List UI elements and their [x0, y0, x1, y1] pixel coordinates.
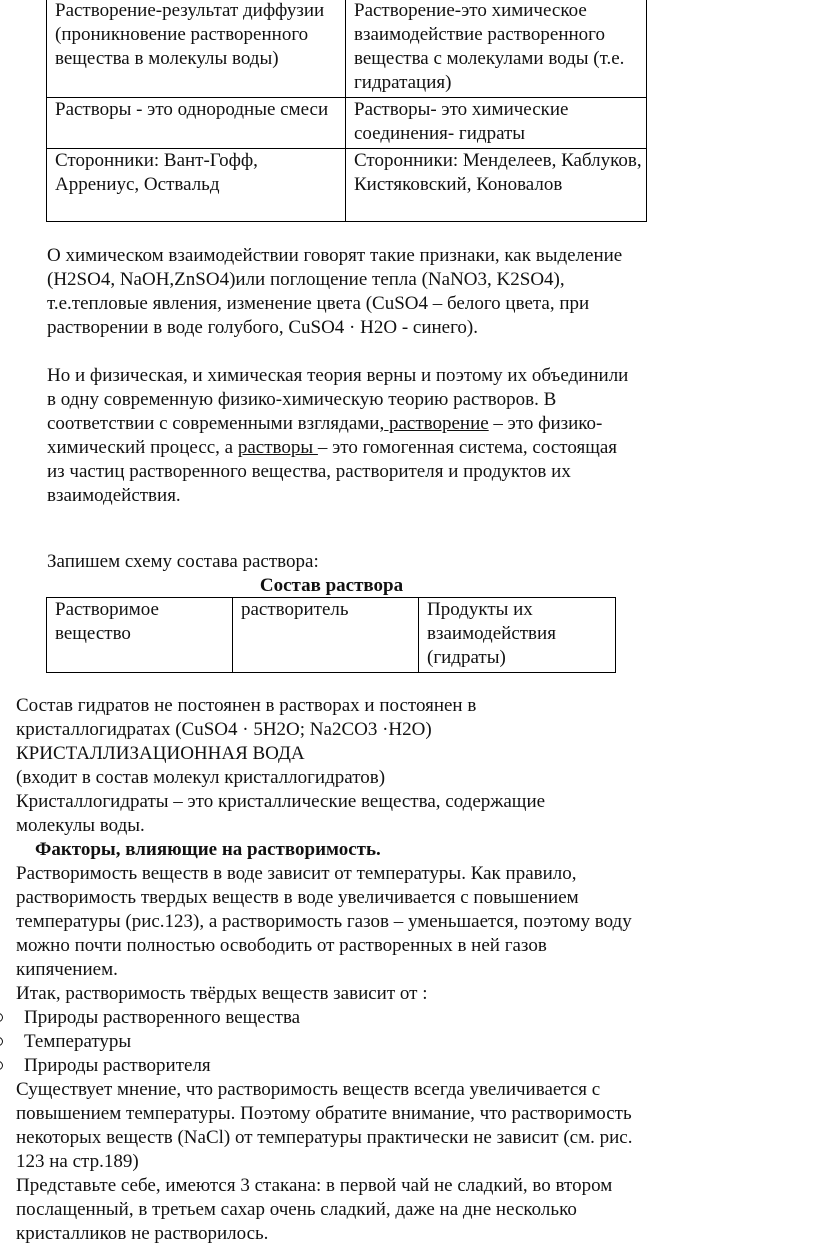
table-row	[47, 0, 647, 98]
factors-heading: Факторы, влияющие на растворимость.	[35, 839, 381, 860]
table-row	[47, 149, 647, 222]
table-cell: Растворение-результат диффузии (проникновение растворенного вещества в молекулы воды)	[47, 0, 346, 98]
term-solutions: растворы	[237, 437, 318, 458]
list-item	[0, 1006, 600, 1030]
list-item-text: Природы растворителя	[24, 1055, 211, 1076]
crystallization-water-heading: КРИСТАЛЛИЗАЦИОННАЯ ВОДА	[16, 743, 305, 764]
table-cell: Сторонники: Вант-Гофф, Аррениус, Оствальд	[47, 149, 346, 222]
table-cell: Растворение-это химическое взаимодействие растворенного вещества с молекулами воды (т.е. гидратация)	[346, 0, 647, 98]
bullet-icon	[0, 1061, 3, 1070]
list-item	[0, 1054, 600, 1078]
list-item-text: Природы растворенного вещества	[24, 1007, 301, 1028]
table-cell: Растворы- это химические соединения- гидраты	[346, 98, 647, 149]
theory-text-end: – это гомогенная система, состоящая из частиц растворенного вещества, растворителя и продуктов их взаимодействия.	[47, 437, 617, 506]
hydrates-paragraph: Состав гидратов не постоянен в растворах и постоянен в кристаллогидратах (CuSO4 · 5H2O; Na2CO3 ·H2O)	[16, 695, 477, 740]
theory-comparison-table	[46, 0, 647, 222]
table-cell: Продукты их взаимодействия (гидраты)	[419, 598, 616, 673]
theory-text-start: Но и физическая, и химическая теория верны и поэтому их объединили в одну современную физико-химическую теорию растворов. В соответствии с современными взглядами,	[47, 365, 629, 434]
table-cell: растворитель	[233, 598, 419, 673]
term-dissolution: растворение	[384, 413, 489, 434]
opinion-paragraph: Существует мнение, что растворимость веществ всегда увеличивается с повышением температуры. Поэтому обратите внимание, что растворимость некоторых веществ (NaCl) от температуры практически не зависит (см. рис. 123 на стр.189)	[16, 1079, 633, 1172]
table-cell: Растворимое вещество	[47, 598, 233, 673]
composition-table	[46, 597, 616, 673]
table-row	[47, 598, 616, 673]
factors-paragraph: Растворимость веществ в воде зависит от температуры. Как правило, растворимость твердых веществ в воде увеличивается с повышением температуры (рис.123), а растворимость газов – уменьшается, поэтому воду можно почти полностью освободить от растворенных в ней газов кипячением.	[16, 863, 632, 980]
modern-theory-paragraph	[47, 364, 637, 508]
glasses-paragraph: Представьте себе, имеются 3 стакана: в первой чай не сладкий, во втором послащенный, в третьем сахар очень сладкий, даже на дне несколько кристалликов не растворилось.	[16, 1175, 613, 1244]
scheme-intro: Запишем схему состава раствора:	[47, 551, 319, 572]
theory-text-mid: – это физико-химический процесс, а	[47, 413, 603, 458]
list-item-text: Температуры	[24, 1031, 132, 1052]
bullet-icon	[0, 1013, 3, 1022]
table-cell: Растворы - это однородные смеси	[47, 98, 346, 149]
crystal-hydrates-definition: Кристаллогидраты – это кристаллические вещества, содержащие молекулы воды.	[16, 791, 546, 836]
factors-list-intro: Итак, растворимость твёрдых веществ зависит от :	[16, 983, 428, 1004]
list-item	[0, 1030, 600, 1054]
crystallization-water-note: (входит в состав молекул кристаллогидратов)	[16, 767, 386, 788]
factors-list	[0, 1006, 600, 1078]
composition-title: Состав раствора	[259, 575, 404, 596]
bullet-icon	[0, 1037, 3, 1046]
chemical-signs-paragraph: О химическом взаимодействии говорят такие признаки, как выделение (H2SO4, NaOH,ZnSO4)или поглощение тепла (NaNO3, K2SO4), т.е.тепловые явления, изменение цвета (CuSO4 – белого цвета, при растворении в воде голубого, CuSO4 · H2O - синего).	[47, 245, 623, 338]
table-cell: Сторонники: Менделеев, Каблуков, Кистяковский, Коновалов	[346, 149, 647, 222]
table-row	[47, 98, 647, 149]
